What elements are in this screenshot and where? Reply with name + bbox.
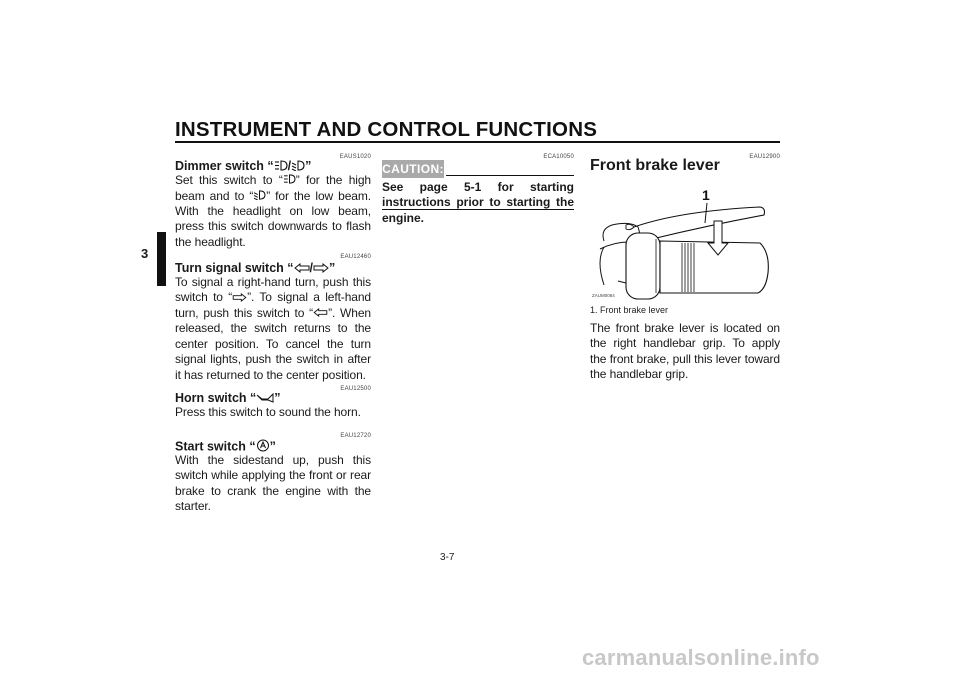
dimmer-section-code: EAUS1020: [339, 154, 371, 160]
header-rule: [175, 141, 780, 143]
turn-signal-heading-prefix: Turn signal switch “: [175, 261, 294, 275]
dimmer-text-3: ” for the low beam. With the headlight on low beam, press this switch downwards to flash the headlight.: [175, 188, 371, 249]
horn-heading: [175, 391, 371, 406]
horn-body: Press this switch to sound the horn.: [175, 405, 361, 419]
front-brake-body: The front brake lever is located on the right handlebar grip. To apply the front brake, pull this lever toward the handlebar grip.: [590, 321, 780, 382]
horn-heading-prefix: Horn switch “: [175, 391, 257, 405]
front-brake-illustration: [590, 181, 780, 301]
left-arrow-icon: [294, 262, 310, 276]
caution-badge: CAUTION:: [382, 162, 444, 176]
dimmer-text-1: Set this switch to “: [175, 173, 283, 187]
turn-signal-heading-slash: /: [309, 261, 314, 275]
callout-number: 1: [702, 187, 710, 203]
figure-caption: 1. Front brake lever: [590, 305, 669, 315]
turn-signal-heading-suffix: ”: [329, 261, 336, 275]
turn-signal-body: [175, 275, 371, 383]
dimmer-heading: [175, 159, 371, 174]
turn-signal-text-3: ”. When released, the switch returns to the center position. To cancel the turn signal lights, push the switch in after it has returned to the center position.: [175, 305, 371, 382]
high-beam-icon: [283, 173, 296, 188]
turn-signal-section-code: EAU12460: [340, 254, 371, 260]
high-beam-icon: [274, 160, 288, 174]
right-arrow-icon: [313, 262, 329, 276]
dimmer-heading-slash: /: [287, 159, 292, 173]
right-arrow-icon: [232, 291, 247, 306]
turn-signal-text-2: ”. To signal a left-hand turn, push this switch to “: [175, 290, 371, 320]
horn-section-code: EAU12500: [340, 386, 371, 392]
start-body: With the sidestand up, push this switch while applying the front or rear brake to crank the engine with the starter.: [175, 453, 371, 514]
turn-signal-text-1: To signal a right-hand turn, push this switch to “: [175, 275, 371, 305]
start-heading-prefix: Start switch “: [175, 439, 256, 454]
turn-signal-heading: [175, 261, 371, 276]
caution-bottom-rule: [382, 209, 574, 210]
front-brake-heading: Front brake lever: [590, 157, 720, 174]
watermark: carmanualsonline.info: [582, 645, 820, 670]
horn-icon: [256, 392, 274, 406]
dimmer-body: [175, 173, 371, 250]
dimmer-text-2: ” for the high beam and to “: [175, 173, 371, 203]
chapter-tab-bar: [157, 232, 166, 286]
page-number: 3-7: [440, 552, 455, 563]
caution-rule: [446, 175, 574, 176]
page-title: INSTRUMENT AND CONTROL FUNCTIONS: [175, 118, 598, 141]
caution-text: See page 5-1 for starting instructions prior to starting the engine.: [382, 180, 574, 225]
dimmer-heading-prefix: Dimmer switch “: [175, 159, 274, 173]
low-beam-icon: [253, 189, 266, 204]
horn-heading-suffix: ”: [274, 391, 281, 405]
figure-code: ZAUM0084: [592, 293, 615, 298]
chapter-tab-number: 3: [141, 246, 149, 261]
start-section-code: EAU12720: [340, 433, 371, 439]
start-heading-suffix: ”: [269, 439, 276, 454]
dimmer-heading-suffix: ”: [305, 159, 312, 173]
caution-code: ECA10050: [543, 154, 574, 160]
left-arrow-icon: [313, 306, 328, 321]
low-beam-icon: [291, 160, 305, 174]
front-brake-code: EAU12900: [749, 154, 780, 160]
